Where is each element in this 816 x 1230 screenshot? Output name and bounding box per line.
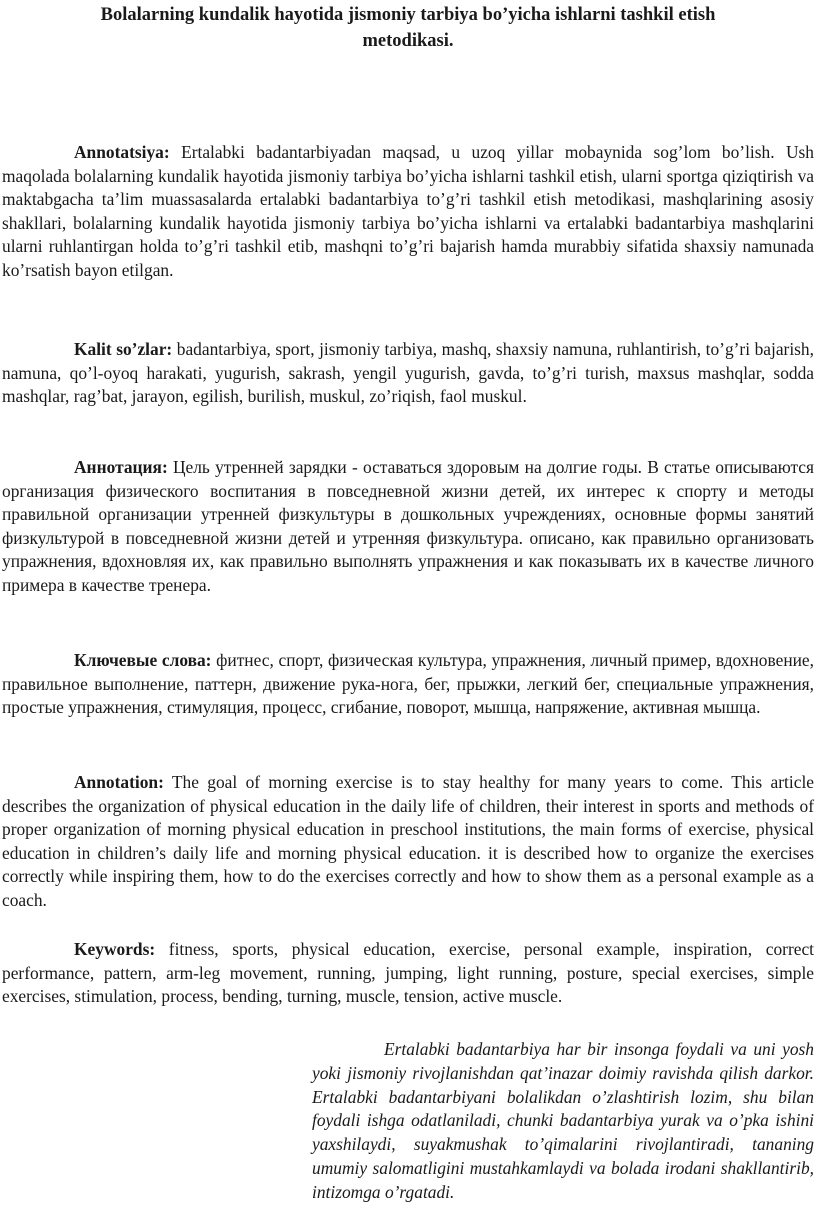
paper-title-line-2: metodikasi. (362, 31, 454, 51)
paper-title (40, 2, 776, 54)
annotation-uzbek (2, 141, 814, 283)
epigraph-quote: Ertalabki badantarbiya har bir insonga foydali va uni yosh yoki jismoniy rivojlanishdan qat’inazar doimiy ravishda qilish darkor. Ertalabki badantarbiyani bolalikdan o’zlashtirish lozim, shu bilan foydali ishga odatlaniladi, chunki badantarbiya yurak va o’pka ishini yaxshilaydi, suyakmushak to’qimalarini rivojlantiradi, tananing umumiy salomatligini mustahkamlaydi va bolada irodani shakllantirib, intizomga o’rgatadi. (312, 1039, 814, 1202)
annotation-uzbek-text: Ertalabki badantarbiyadan maqsad, u uzoq yillar mobaynida sog’lom bo’lish. Ush maqolada bolalarning kundalik hayotida jismoniy tarbiya bo’yicha ishlarni tashkil etish, ularni sportga qiziqtirish va maktabgacha ta’lim muassasalarda ertalabki badantarbiya to’g’ri tashkil etish metodikasi, mashqlarining asosiy shakllari, bolalarning kundalik hayotida jismoniy tarbiya bo’yicha ishlarni va ertalabki badantarbiya mashqlarini ularni ruhlantirgan holda to’g’ri tashkil etib, mashqni to’g’ri bajarish hamda murabbiy sifatida shaxsiy namunada ko’rsatish bayon etilgan. (2, 142, 814, 280)
keywords-russian-text: фитнес, спорт, физическая культура, упражнения, личный пример, вдохновение, правильное выполнение, паттерн, движение рука-нога, бег, прыжки, легкий бег, специальные упражнения, простые упражнения, стимуляция, процесс, сгибание, поворот, мышца, напряжение, активная мышца. (2, 650, 815, 718)
annotation-russian-text: Цель утренней зарядки - оставаться здоровым на долгие годы. В статье описываются организация физического воспитания в повседневной жизни детей, их интерес к спорту и методы правильной организации утренней физкультуры в дошкольных учреждениях, основные формы занятий физкультурой в повседневной жизни детей и утренняя физкультура. описано, как правильно организовать упражнения, вдохновляя их, как правильно выполнять упражнения и как показывать их в качестве личного примера в качестве тренера. (2, 457, 814, 595)
keywords-russian (2, 649, 814, 720)
annotation-uzbek-label: Annotatsiya: (74, 142, 170, 162)
annotation-english-label: Annotation: (74, 772, 164, 792)
annotation-russian-label: Аннотация: (74, 457, 168, 477)
keywords-uzbek-text: badantarbiya, sport, jismoniy tarbiya, mashq, shaxsiy namuna, ruhlantirish, to’g’ri bajarish, namuna, qo’l-oyoq harakati, yugurish, sakrash, yengil yugurish, gavda, to’g’ri turish, maxsus mashqlar, sodda mashqlar, rag’bat, jarayon, egilish, burilish, muskul, zo’riqish, faol muskul. (2, 339, 814, 407)
annotation-russian (2, 456, 814, 598)
keywords-russian-label: Ключевые слова: (74, 650, 212, 670)
paper-title-line-1: Bolalarning kundalik hayotida jismoniy tarbiya bo’yicha ishlarni tashkil etish (100, 5, 716, 25)
annotation-english (2, 771, 814, 913)
annotation-english-text: The goal of morning exercise is to stay healthy for many years to come. This article describes the organization of physical education in the daily life of children, their interest in sports and methods of proper organization of morning physical education in preschool institutions, the main forms of exercise, physical education in children’s daily life and morning physical education. it is described how to organize the exercises correctly while inspiring them, how to do the exercises correctly and how to show them as a personal example as a coach. (2, 772, 814, 910)
keywords-uzbek-label: Kalit so’zlar: (74, 339, 173, 359)
keywords-english-text: fitness, sports, physical education, exercise, personal example, inspiration, correct performance, pattern, arm-leg movement, running, jumping, light running, posture, special exercises, simple exercises, stimulation, process, bending, turning, muscle, tension, active muscle. (2, 939, 814, 1007)
keywords-english (2, 938, 814, 1009)
keywords-english-label: Keywords: (74, 939, 156, 959)
keywords-uzbek (2, 338, 814, 409)
